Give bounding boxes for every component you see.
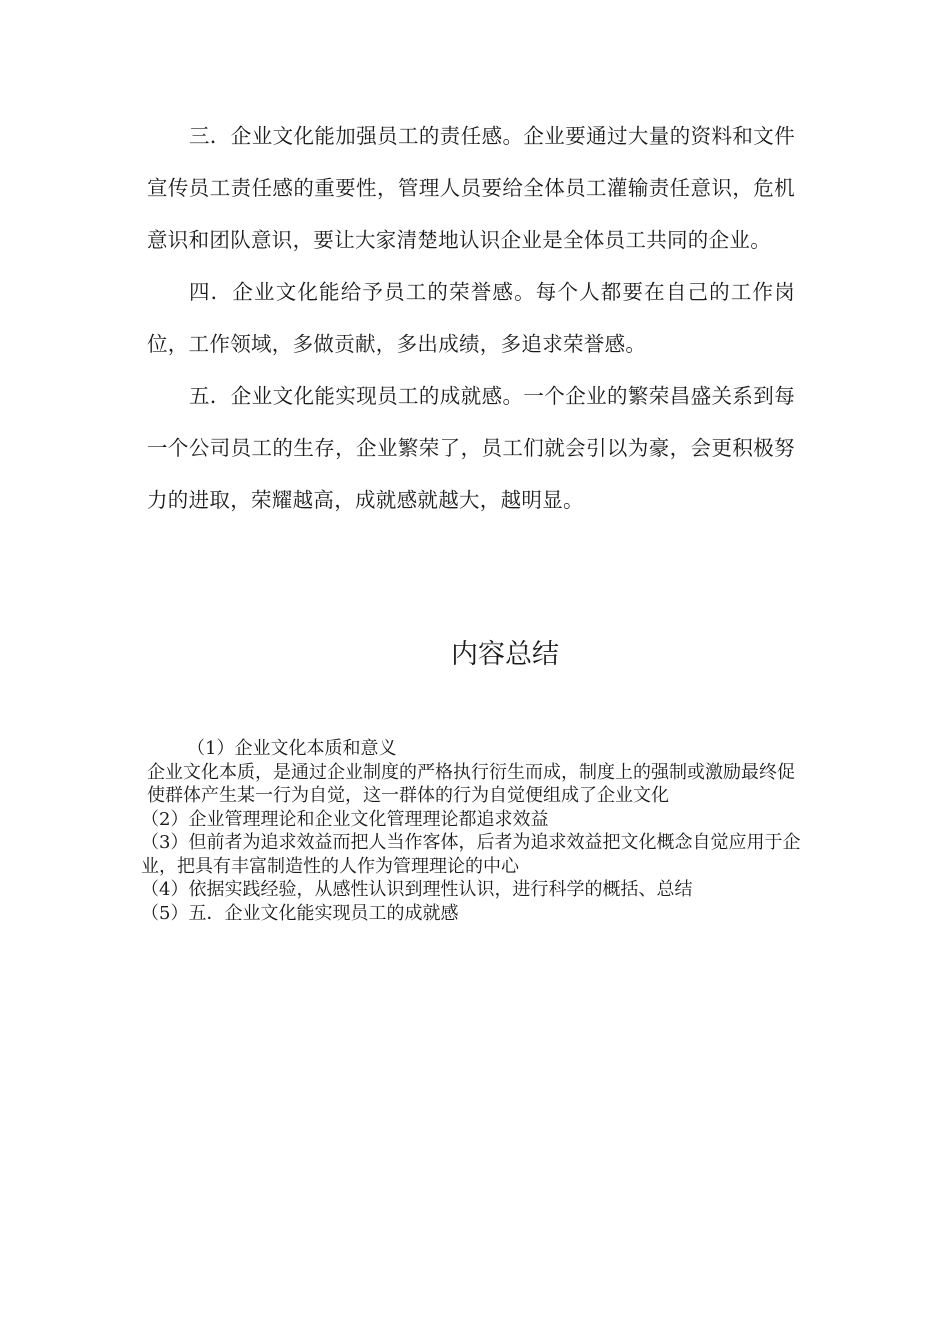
summary-item-2: （2）企业管理理论和企业文化管理理论都追求效益 bbox=[141, 808, 549, 830]
summary-item-5: （5）五．企业文化能实现员工的成就感 bbox=[141, 902, 459, 924]
body-text bbox=[147, 110, 795, 526]
paragraph-achievement: 五．企业文化能实现员工的成就感。一个企业的繁荣昌盛关系到每一个公司员工的生存，企业繁荣了，员工们就会引以为豪，会更积极努力的进取，荣耀越高，成就感就越大，越明显。 bbox=[147, 384, 795, 512]
summary-item-1-heading: （1）企业文化本质和意义 bbox=[187, 738, 397, 759]
summary-item-3: （3）但前者为追求效益而把人当作客体，后者为追求效益把文化概念自觉应用于企业，把具有丰富制造性的人作为管理理论的中心 bbox=[141, 832, 801, 877]
summary-item-1-body: 企业文化本质，是通过企业制度的严格执行衍生而成，制度上的强制或激励最终促使群体产生某一行为自觉，这一群体的行为自觉便组成了企业文化 bbox=[147, 761, 795, 806]
summary-section bbox=[141, 737, 802, 925]
paragraph-honor: 四．企业文化能给予员工的荣誉感。每个人都要在自己的工作岗位，工作领域，多做贡献，多出成绩，多追求荣誉感。 bbox=[147, 280, 795, 356]
summary-title: 内容总结 bbox=[451, 639, 559, 670]
paragraph-responsibility: 三．企业文化能加强员工的责任感。企业要通过大量的资料和文件宣传员工责任感的重要性，管理人员要给全体员工灌输责任意识，危机意识和团队意识，要让大家清楚地认识企业是全体员工共同的企业。 bbox=[147, 124, 795, 252]
summary-item-4: （4）依据实践经验，从感性认识到理性认识，进行科学的概括、总结 bbox=[141, 879, 693, 900]
